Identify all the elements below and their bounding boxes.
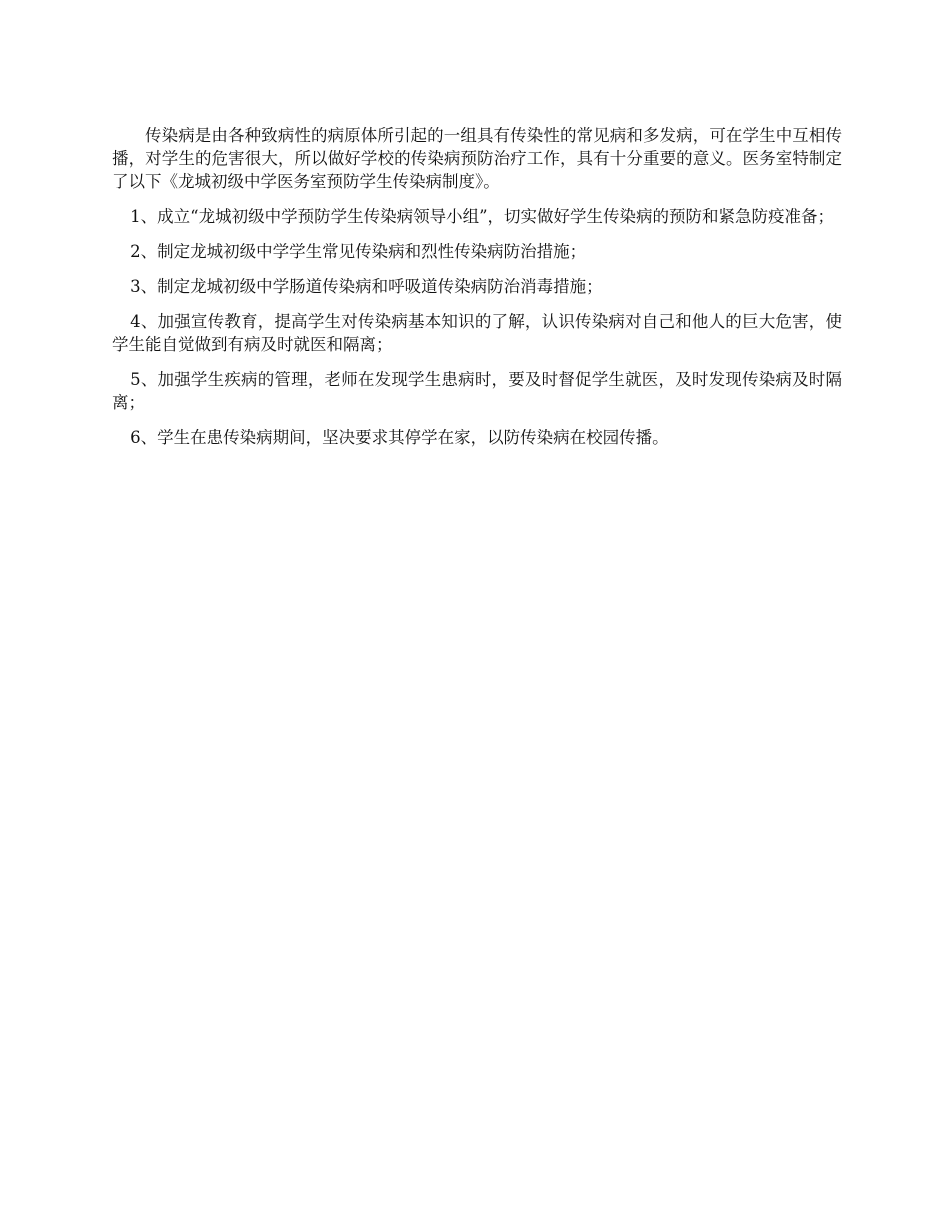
- list-item: 6、学生在患传染病期间，坚决要求其停学在家，以防传染病在校园传播。: [130, 428, 669, 447]
- list-item: 4、加强宣传教育，提高学生对传染病基本知识的了解，认识传染病对自己和他人的巨大危害，使学生能自觉做到有病及时就医和隔离；: [112, 312, 842, 354]
- list-item: 1、成立“龙城初级中学预防学生传染病领导小组”，切实做好学生传染病的预防和紧急防疫准备；: [130, 207, 835, 226]
- list-item: 2、制定龙城初级中学学生常见传染病和烈性传染病防治措施；: [130, 242, 587, 261]
- list-item: 5、加强学生疾病的管理，老师在发现学生患病时，要及时督促学生就医，及时发现传染病及时隔离；: [112, 370, 842, 412]
- list-item: 3、制定龙城初级中学肠道传染病和呼吸道传染病防治消毒措施；: [130, 277, 603, 296]
- document-body: [112, 124, 842, 461]
- intro-paragraph: 传染病是由各种致病性的病原体所引起的一组具有传染性的常见病和多发病，可在学生中互相传播，对学生的危害很大，所以做好学校的传染病预防治疗工作，具有十分重要的意义。医务室特制定了以下《龙城初级中学医务室预防学生传染病制度》。: [112, 126, 842, 191]
